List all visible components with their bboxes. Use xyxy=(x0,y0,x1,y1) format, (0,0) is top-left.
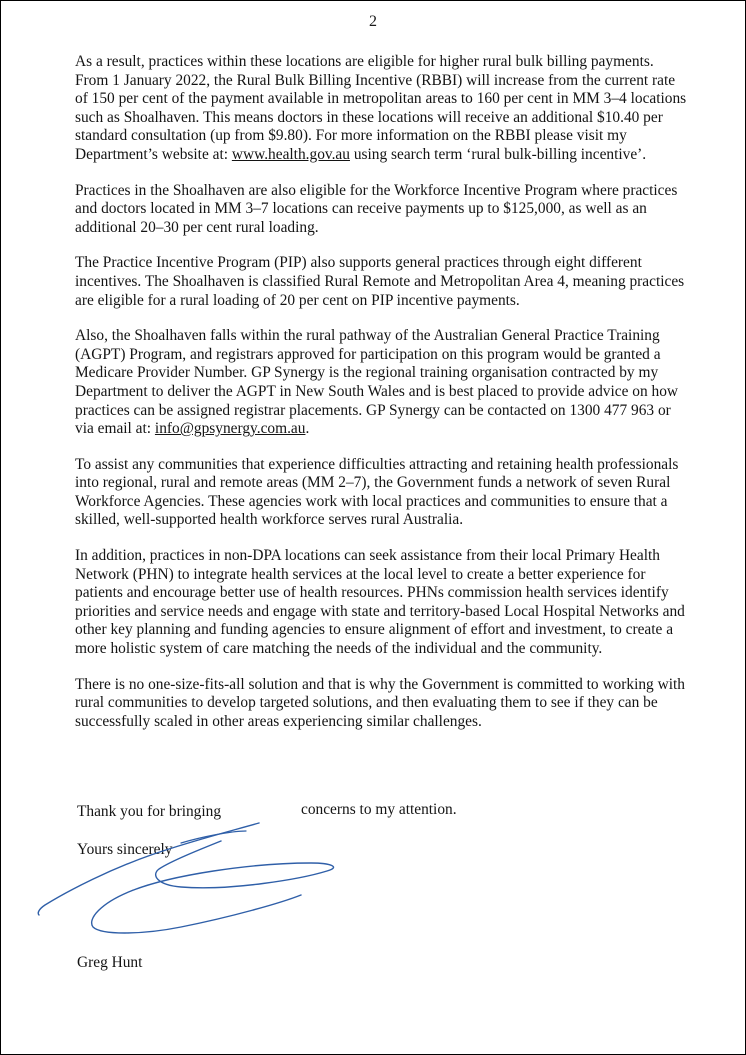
paragraph-text: As a result, practices within these locations are eligible for higher rural bulk billing payments. From 1 January 2022, the Rural Bulk Billing Incentive (RBBI) will increase from the current rate of 150 per cent of the payment available in metropolitan areas to 160 per cent in MM 3–4 locations such as Shoalhaven. This means doctors in these locations will receive an additional $10.40 per standard consultation (up from $9.80). For more information on the RBBI please visit my Department’s website at: xyxy=(75,53,687,163)
handwritten-signature xyxy=(31,819,351,949)
paragraph-text: Also, the Shoalhaven falls within the rural pathway of the Australian General Practice Training (AGPT) Program, and registrars approved for participation on this program would be granted a Medicare Provider Number. GP Synergy is the regional training organisation contracted by my Department to deliver the AGPT in New South Wales and is best placed to provide advice on how practices can be assigned registrar placements. GP Synergy can be contacted on 1300 477 963 or via email at: xyxy=(75,327,678,438)
paragraph-agpt xyxy=(75,327,687,439)
letter-body xyxy=(75,53,687,748)
gp-synergy-email-link[interactable]: info@gpsynergy.com.au xyxy=(154,420,306,438)
thanks-line-end: concerns to my attention. xyxy=(301,801,457,818)
sign-off: Yours sincerely xyxy=(77,841,173,858)
paragraph-workforce-incentive: Practices in the Shoalhaven are also eligible for the Workforce Incentive Program where practices and doctors located in MM 3–7 locations can receive payments up to $125,000, as well as an additional 20–30 per cent rural loading. xyxy=(75,181,678,236)
paragraph-text: using search term ‘rural bulk-billing incentive’. xyxy=(349,145,647,163)
thanks-line: Thank you for bringing xyxy=(77,803,222,820)
paragraph-rbbi xyxy=(75,53,687,165)
paragraph-solutions: There is no one-size-fits-all solution and that is why the Government is committed to working with rural communities to develop targeted solutions, and then evaluating them to see if they can be successfully scaled in other areas experiencing similar challenges. xyxy=(75,675,685,730)
paragraph-pip: The Practice Incentive Program (PIP) also supports general practices through eight different incentives. The Shoalhaven is classified Rural Remote and Metropolitan Area 4, meaning practices are eligible for a rural loading of 20 per cent on PIP incentive payments. xyxy=(75,254,685,309)
health-website-link[interactable]: www.health.gov.au xyxy=(231,145,350,163)
signer-name: Greg Hunt xyxy=(77,954,143,971)
paragraph-rural-workforce-agencies: To assist any communities that experience difficulties attracting and retaining health professionals into regional, rural and remote areas (MM 2–7), the Government funds a network of seven Rural Workforce Agencies. These agencies work with local practices and communities to ensure that a skilled, well-supported health workforce serves rural Australia. xyxy=(75,455,679,529)
paragraph-phn: In addition, practices in non-DPA locations can seek assistance from their local Primary Health Network (PHN) to integrate health services at the local level to create a better experience for patients and encourage better use of health resources. PHNs commission health services identify priorities and service needs and engage with state and territory-based Local Hospital Networks and other key planning and funding agencies to ensure alignment of effort and investment, to create a more holistic system of care matching the needs of the individual and the community. xyxy=(75,547,685,658)
paragraph-text: . xyxy=(305,420,310,438)
page-number: 2 xyxy=(369,13,377,30)
